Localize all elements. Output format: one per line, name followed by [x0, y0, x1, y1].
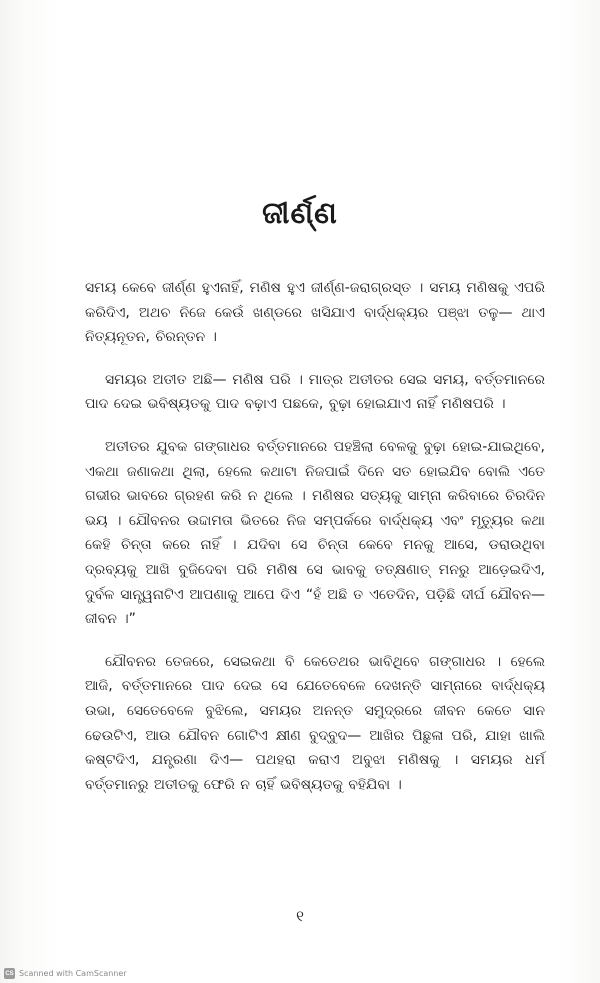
paragraph-2: ସମୟର ଅତୀତ ଅଛି— ମଣିଷ ପରି । ମାତ୍ର ଅତୀତର ସେଇ ସମୟ, ବର୍ତ୍ତମାନରେ ପାଦ ଦେଇ ଭବିଷ୍ୟତକୁ ପାଦ ବଢ଼ାଏ ପଛକେ, ବୁଢ଼ା ହୋଇଯାଏ ନାହିଁ ମଣିଷପରି । — [85, 371, 545, 413]
scanner-watermark — [4, 968, 127, 979]
chapter-title: ଜୀର୍ଣ୍ଣ — [262, 196, 338, 231]
paragraph-4: ଯୌବନର ତେଜରେ, ସେଇକଥା ବି କେତେଥର ଭାବିଥିବେ ଗଙ୍ଗାଧର । ହେଲେ ଆଜି, ବର୍ତ୍ତମାନରେ ପାଦ ଦେଇ ସେ ଯେତେବେଳେ ଦେଖନ୍ତି ସାମ୍ନାରେ ବାର୍ଦ୍ଧକ୍ୟ ଉଭା, ସେତେବେଳେ ବୁଝିଲେ, ସମୟର ଅନନ୍ତ ସମୁଦ୍ରରେ ଜୀବନ କେତେ ସାନ ଢେଉଟିଏ, ଆଉ ଯୌବନ ଗୋଟିଏ କ୍ଷୀଣ ବୁଦ୍‌ବୁଦ— ଆଖିର ପିଛୁଳା ପରି, ଯାହା ଖାଲି କଷ୍ଟଦିଏ, ଯନ୍ତ୍ରଣା ଦିଏ— ପଥହରା କରାଏ ଅବୁଝା ମଣିଷକୁ । ସମୟର ଧର୍ମ ବର୍ତ୍ତମାନରୁ ଅତୀତକୁ ଫେରି ନ ଚାହିଁ ଭବିଷ୍ୟତକୁ ବହିଯିବା । — [85, 653, 545, 793]
page-number: ୧ — [296, 907, 304, 925]
body-text — [85, 276, 545, 815]
paragraph-1: ସମୟ କେବେ ଜୀର୍ଣ୍ଣ ହୁଏନାହିଁ, ମଣିଷ ହୁଏ ଜୀର୍ଣ୍ଣ-ଜରାଗ୍ରସ୍ତ । ସମୟ ମଣିଷକୁ ଏପରି କରିଦିଏ, ଅଥଚ ନିଜେ କେଉଁ ଖଣ୍ଡରେ ଖସିଯାଏ ବାର୍ଦ୍ଧକ୍ୟର ପଞ୍ଝା ତଳୁ— ଥାଏ ନିତ୍ୟନୂତନ, ଚିରନ୍ତନ । — [85, 280, 545, 346]
camscanner-logo-icon: CS — [4, 968, 15, 979]
scanner-watermark-text: Scanned with CamScanner — [19, 969, 127, 978]
paragraph-3: ଅତୀତର ଯୁବକ ଗଙ୍ଗାଧର ବର୍ତ୍ତମାନରେ ପହଞ୍ଚିଲା ବେଳକୁ ବୁଢ଼ା ହୋଇ-ଯାଇଥିବେ, ଏକଥା ଜଣାକଥା ଥିଲା, ହେଲେ କଥାଟା ନିଜପାଇଁ ଦିନେ ସତ ହୋଇଯିବ ବୋଲି ଏତେ ଗଭୀର ଭାବରେ ଗ୍ରହଣ କରି ନ ଥିଲେ । ମଣିଷର ସତ୍ୟକୁ ସାମ୍ନା କରିବାରେ ଚିରଦିନ ଭୟ । ଯୌବନର ଉଦ୍ଦାମତା ଭିତରେ ନିଜ ସମ୍ପର୍କରେ ବାର୍ଦ୍ଧକ୍ୟ ଏବଂ ମୃତ୍ୟୁର କଥା କେହି ଚିନ୍ତା କରେ ନାହିଁ । ଯଦିବା ସେ ଚିନ୍ତା କେବେ ମନକୁ ଆସେ, ଡରାଉଥିବା ଦ୍ରବ୍ୟକୁ ଆଖି ବୁଜିଦେବା ପରି ମଣିଷ ସେ ଭାବକୁ ତତ୍‌କ୍ଷଣାତ୍ ମନରୁ ଆଡ଼େଇଦିଏ, ଦୁର୍ବଳ ସାନ୍ତ୍ୱନାଟିଏ ଆପଣାକୁ ଆପେ ଦିଏ “ହଁ ଅଛି ତ ଏତେଦିନ, ପଡ଼ିଛି ଦୀର୍ଘ ଯୌବନ— ଜୀବନ ।” — [85, 438, 545, 628]
